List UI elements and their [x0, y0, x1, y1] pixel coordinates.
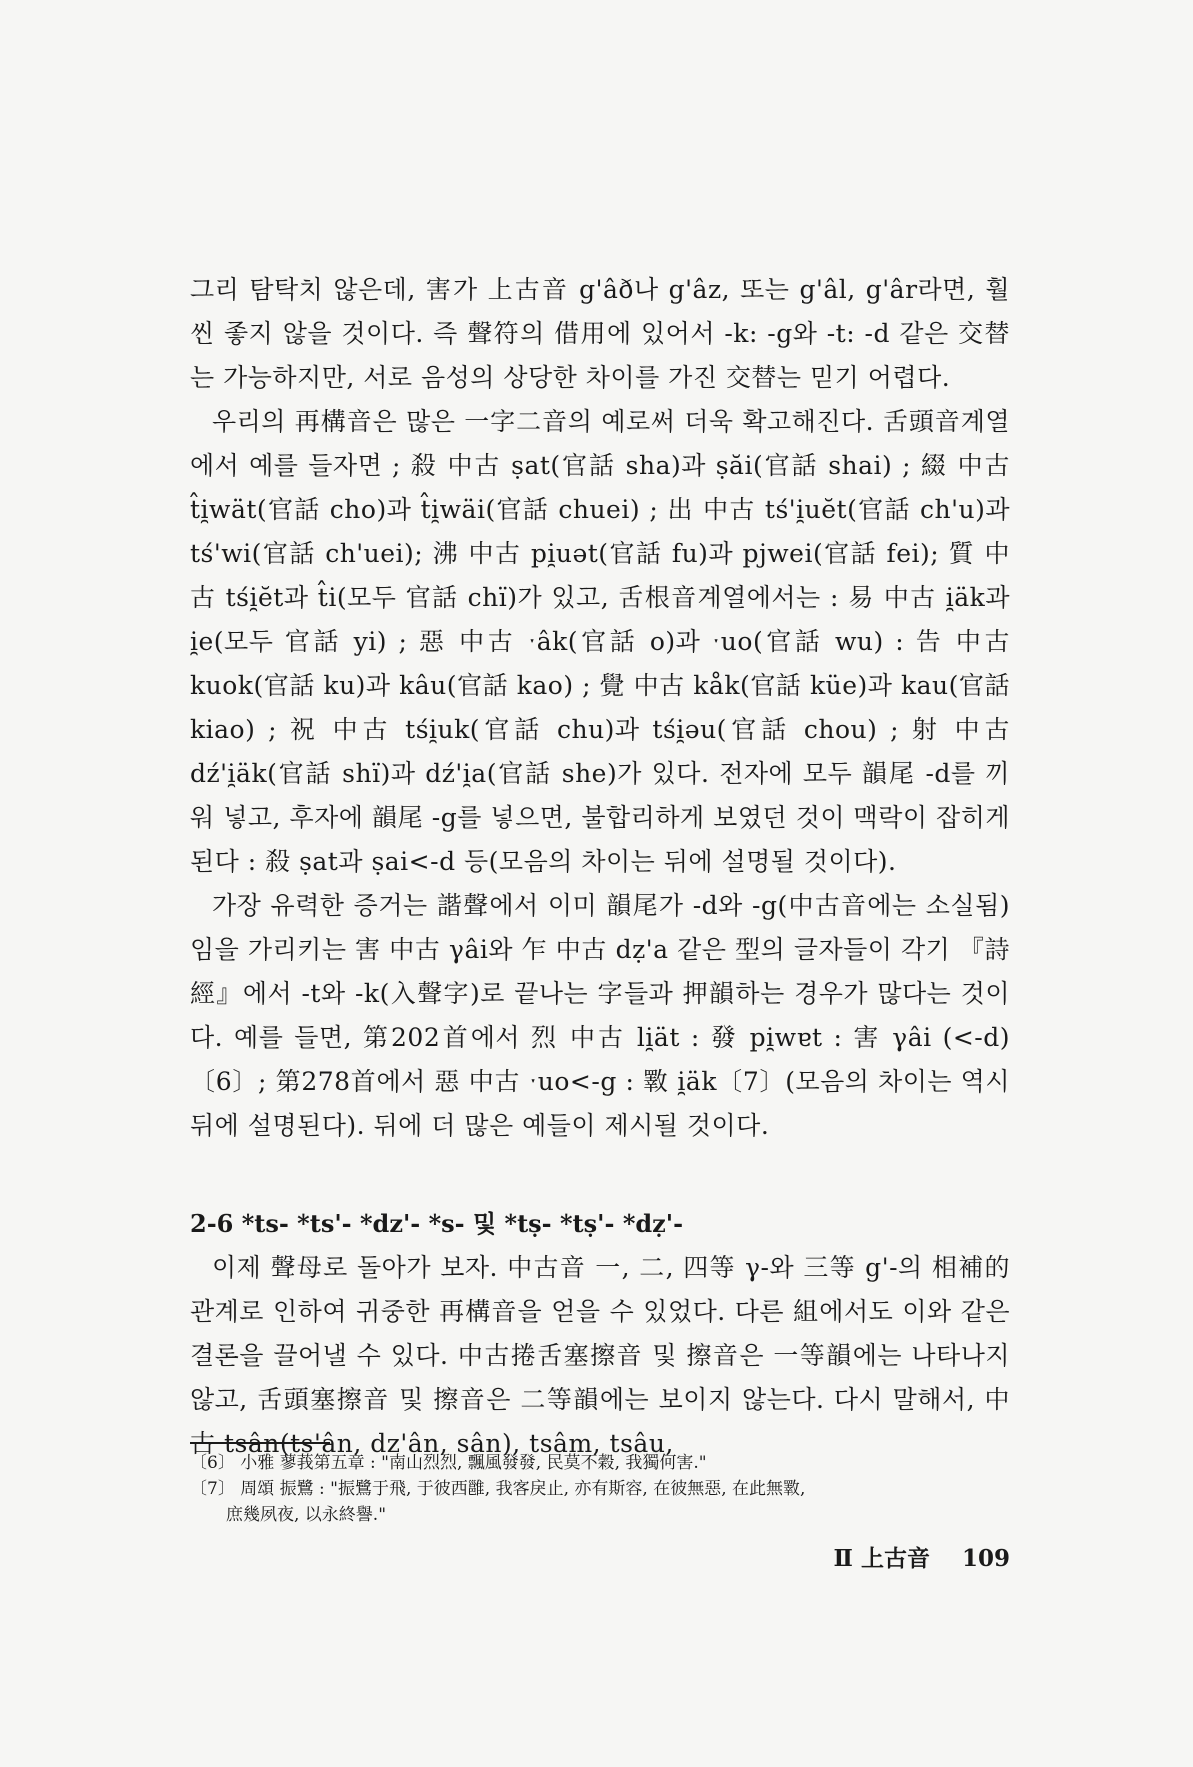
paragraph-2: 우리의 再構音은 많은 一字二音의 예로써 더욱 확고해진다. 舌頭音계열에서 예를 들자면 ; 殺 中古 ṣat(官話 sha)과 ṣăi(官話 shai) ; 綴 中古 t̂i̯wät(官話 cho)과 t̂i̯wäi(官話 chuei) ; 出 中古 tś'i̯uĕt(官話 ch'u)과 tś'wi(官話 ch'uei); 沸 中古 pi̯uət(官話 fu)과 pjwei(官話 fei); 質 中古 tśi̯ĕt과 t̂i(모두 官話 chï)가 있고, 舌根音계열에서는 : 易 中古 i̯äk과 i̯e(모두 官話 yi) ; 惡 中古 ˑâk(官話 o)과 ˑuo(官話 wu) : 告 中古 kuok(官話 ku)과 kâu(官話 kao) ; 覺 中古 kåk(官話 küe)과 kau(官話 kiao) ; 祝 中古 tśi̯uk(官話 chu)과 tśi̯əu(官話 chou) ; 射 中古 dź'i̯äk(官話 shï)과 dź'i̯a(官話 she)가 있다. 전자에 모두 韻尾 -d를 끼워 넣고, 후자에 韻尾 -g를 넣으면, 불합리하게 보였던 것이 맥락이 잡히게 된다 : 殺 ṣat과 ṣai<-d 등(모음의 차이는 뒤에 설명될 것이다).	[190, 407, 1010, 876]
paragraph-3: 가장 유력한 증거는 諧聲에서 이미 韻尾가 -d와 -g(中古音에는 소실됨)임을 가리키는 害 中古 γâi와 乍 中古 dẓ'a 같은 型의 글자들이 각기 『詩經』에서 -t와 -k(入聲字)로 끝나는 字들과 押韻하는 경우가 많다는 것이다. 예를 들면, 第202首에서 烈 中古 li̯ät : 發 pi̯wɐt : 害 γâi (<-d)〔6〕; 第278首에서 惡 中古 ˑuo<-g : 斁 i̯äk〔7〕(모음의 차이는 역시 뒤에 설명된다). 뒤에 더 많은 예들이 제시될 것이다.	[190, 891, 1010, 1140]
section-paragraph: 이제 聲母로 돌아가 보자. 中古音 一, 二, 四等 γ-와 三等 g'-의 相補的 관계로 인하여 귀중한 再構音을 얻을 수 있었다. 다른 組에서도 이와 같은 결론을 끌어낼 수 있다. 中古捲舌塞擦音 및 擦音은 一等韻에는 나타나지 않고, 舌頭塞擦音 및 擦音은 二等韻에는 보이지 않는다. 다시 말해서, 中古 tsân(ts'ân, dz'ân, sân), tsâm, tsâu,	[190, 1253, 1010, 1458]
page-number: 109	[961, 1545, 1010, 1572]
section-heading: 2-6 *ts- *ts'- *dz'- *s- 및 *tṣ- *tṣ'- *dẓ'-	[190, 1209, 684, 1238]
footnote-7-continuation: 庶幾夙夜, 以永終譽."	[226, 1505, 387, 1525]
paragraph-1: 그리 탐탁치 않은데, 害가 上古音 g'âð나 g'âz, 또는 g'âl, g'âr라면, 훨씬 좋지 않을 것이다. 즉 聲符의 借用에 있어서 -k: -g와 -t: -d 같은 交替는 가능하지만, 서로 음성의 상당한 차이를 가진 交替는 믿기 어렵다.	[190, 275, 1010, 392]
footnote-6: 〔6〕 小雅 蓼莪第五章 : "南山烈烈, 飄風發發, 民莫不穀, 我獨何害."	[190, 1453, 707, 1473]
running-head: Ⅱ 上古音	[833, 1545, 930, 1572]
footnotes	[190, 1450, 1010, 1528]
main-text	[190, 268, 1010, 1466]
footnote-divider	[190, 1442, 330, 1444]
footnote-7: 〔7〕 周頌 振鷺 : "振鷺于飛, 于彼西雝, 我客戾止, 亦有斯容, 在彼無惡, 在此無斁,	[190, 1479, 806, 1499]
page-footer	[800, 1540, 1010, 1573]
